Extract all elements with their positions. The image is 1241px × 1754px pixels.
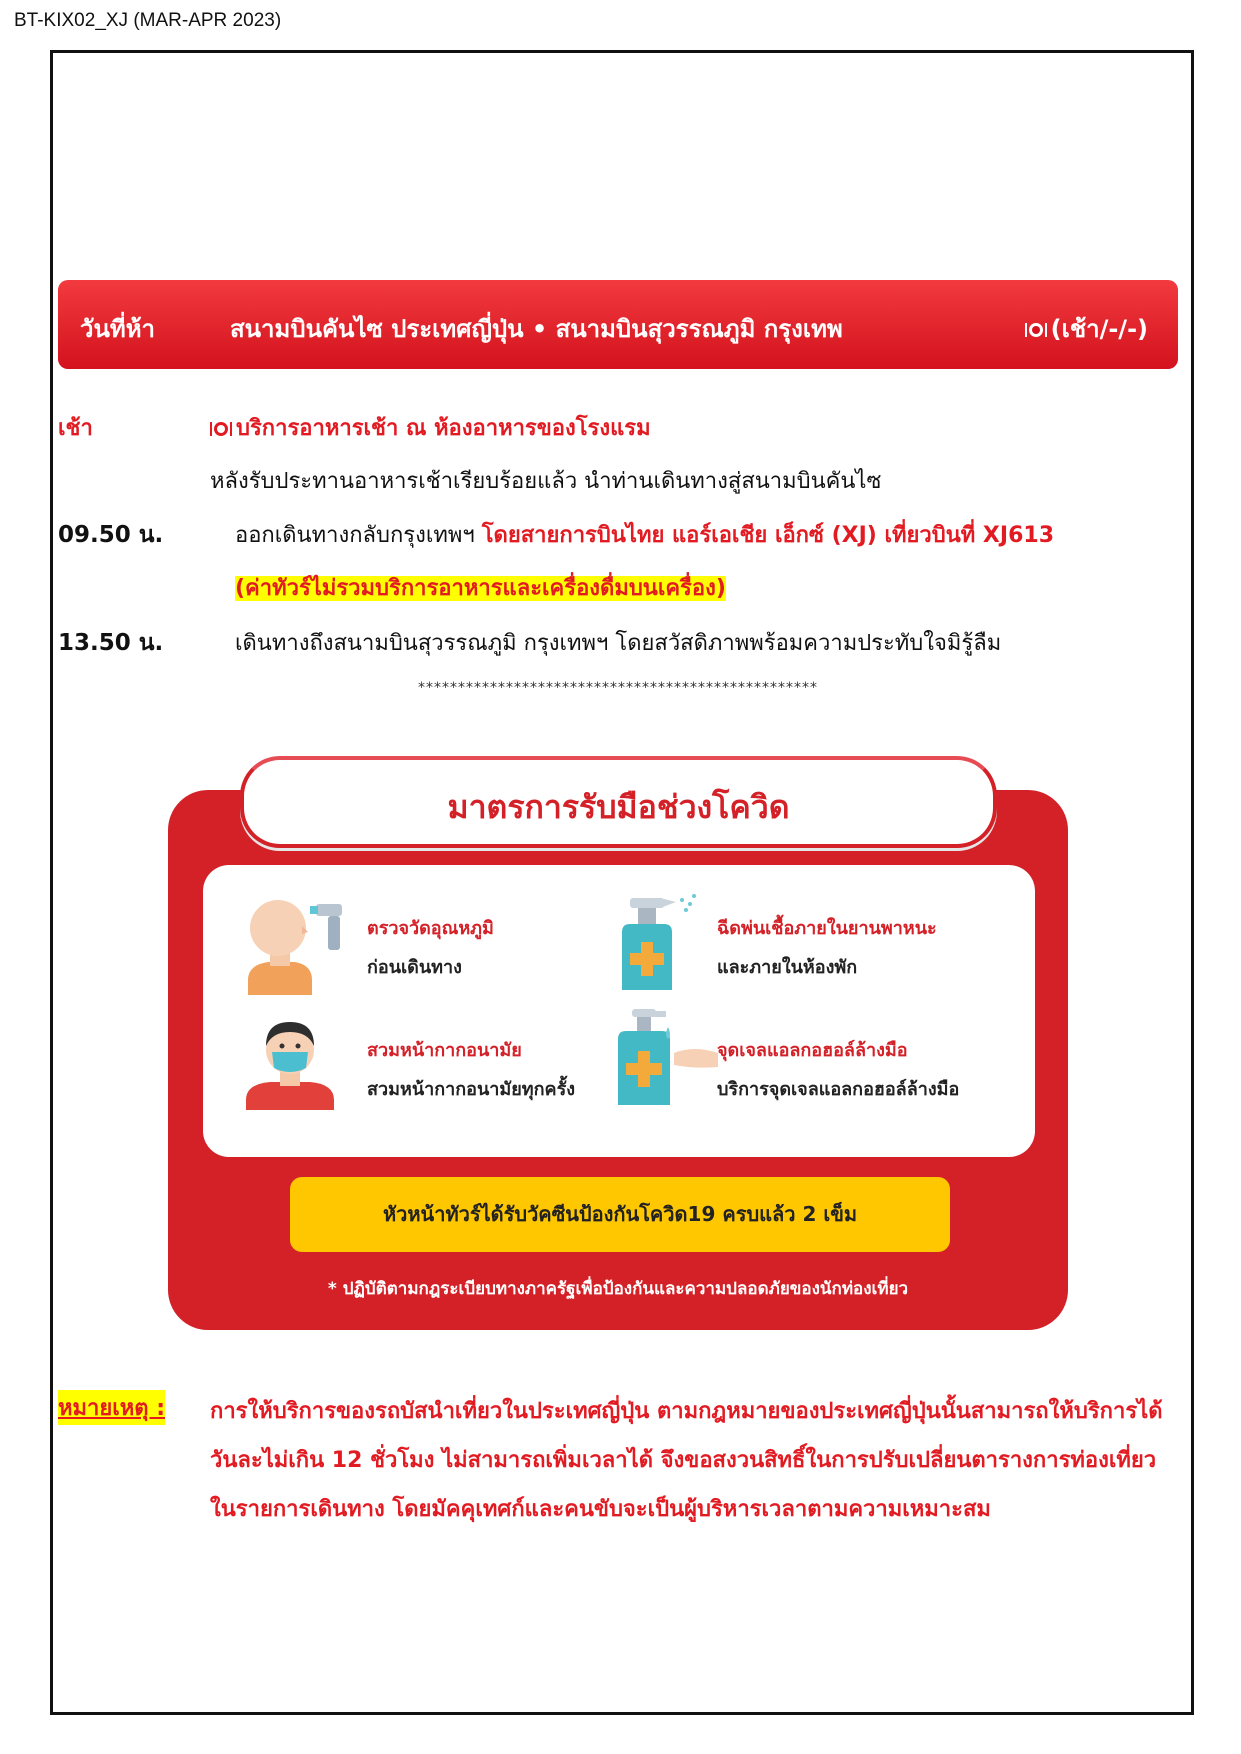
departure-note-text: (ค่าทัวร์ไม่รวมบริการอาหารและเครื่องดื่มบนเครื่อง) bbox=[235, 576, 726, 601]
after-breakfast-text: หลังรับประทานอาหารเช้าเรียบร้อยแล้ว นำท่านเดินทางสู่สนามบินคันไซ bbox=[210, 469, 882, 494]
departure-text: ออกเดินทางกลับกรุงเทพฯ bbox=[235, 523, 475, 548]
arrival-text: เดินทางถึงสนามบินสุวรรณภูมิ กรุงเทพฯ โดยสวัสดิภาพพร้อมความประทับใจมิรู้ลืม bbox=[235, 631, 1002, 656]
measure-desc: ก่อนเดินทาง bbox=[367, 957, 462, 978]
remark-text: การให้บริการของรถบัสนำเที่ยวในประเทศญี่ปุ่น ตามกฎหมายของประเทศญี่ปุ่นนั้นสามารถให้บริการได้วันละไม่เกิน 12 ชั่วโมง ไม่สามารถเพิ่มเวลาได้ จึงขอสงวนสิทธิ์ในการปรับเปลี่ยนตารางการท่องเที่ยวในรายการเดินทาง โดยมัคคุเทศก์และคนขับจะเป็นผู้บริหารเวลาตามความเหมาะสม bbox=[210, 1399, 1163, 1522]
measure-title: จุดเจลแอลกอฮอล์ล้างมือ bbox=[717, 1040, 908, 1061]
measure-title: ตรวจวัดอุณหภูมิ bbox=[367, 918, 494, 939]
plate-cutlery-icon bbox=[1025, 321, 1047, 339]
covid-footnote: * ปฏิบัติตามกฎระเบียบทางภาครัฐเพื่อป้องกันและความปลอดภัยของนักท่องเที่ยว bbox=[327, 1279, 909, 1299]
departure-line bbox=[235, 517, 1054, 552]
measure-temperature bbox=[367, 913, 494, 981]
morning-label: เช้า bbox=[58, 416, 93, 441]
departure-flight: โดยสายการบินไทย แอร์เอเชีย เอ็กซ์ (XJ) เที่ยวบินที่ XJ613 bbox=[481, 523, 1054, 548]
face-mask-icon bbox=[240, 1010, 340, 1110]
hand-sanitizer-icon bbox=[610, 1005, 720, 1110]
measure-disinfect bbox=[717, 913, 937, 981]
separator-stars: ************************************************** bbox=[418, 680, 818, 696]
covid-title: มาตรการรับมือช่วงโควิด bbox=[447, 788, 790, 826]
measure-mask bbox=[367, 1035, 575, 1103]
day-label: วันที่ห้า bbox=[80, 315, 155, 343]
measure-desc: บริการจุดเจลแอลกอฮอล์ล้างมือ bbox=[717, 1079, 960, 1100]
measure-sanitizer bbox=[717, 1035, 959, 1103]
plate-cutlery-icon bbox=[210, 420, 232, 438]
day-header-bar bbox=[58, 280, 1178, 369]
vaccine-banner: หัวหน้าทัวร์ได้รับวัคซีนป้องกันโควิด19 ครบแล้ว 2 เข็ม bbox=[290, 1177, 950, 1252]
breakfast-text: บริการอาหารเช้า ณ ห้องอาหารของโรงแรม bbox=[236, 416, 651, 441]
breakfast-line bbox=[210, 410, 651, 445]
measure-desc: สวมหน้ากากอนามัยทุกครั้ง bbox=[367, 1079, 576, 1100]
thermometer-icon bbox=[240, 890, 350, 995]
day-meals-text: (เช้า/-/-) bbox=[1050, 315, 1148, 343]
measure-title: ฉีดพ่นเชื้อภายในยานพาหนะ bbox=[717, 918, 937, 939]
spray-bottle-icon bbox=[610, 890, 700, 995]
arrival-time: 13.50 น. bbox=[58, 630, 164, 656]
day-meals bbox=[1025, 309, 1148, 348]
day-route: สนามบินคันไซ ประเทศญี่ปุ่น • สนามบินสุวรรณภูมิ กรุงเทพ bbox=[230, 315, 843, 343]
measure-title: สวมหน้ากากอนามัย bbox=[367, 1040, 522, 1061]
measure-desc: และภายในห้องพัก bbox=[717, 957, 858, 978]
document-code: BT-KIX02_XJ (MAR-APR 2023) bbox=[14, 10, 282, 31]
remark-label: หมายเหตุ : bbox=[58, 1390, 165, 1425]
departure-time: 09.50 น. bbox=[58, 522, 164, 548]
departure-note bbox=[235, 570, 726, 605]
covid-title-box bbox=[240, 756, 997, 848]
